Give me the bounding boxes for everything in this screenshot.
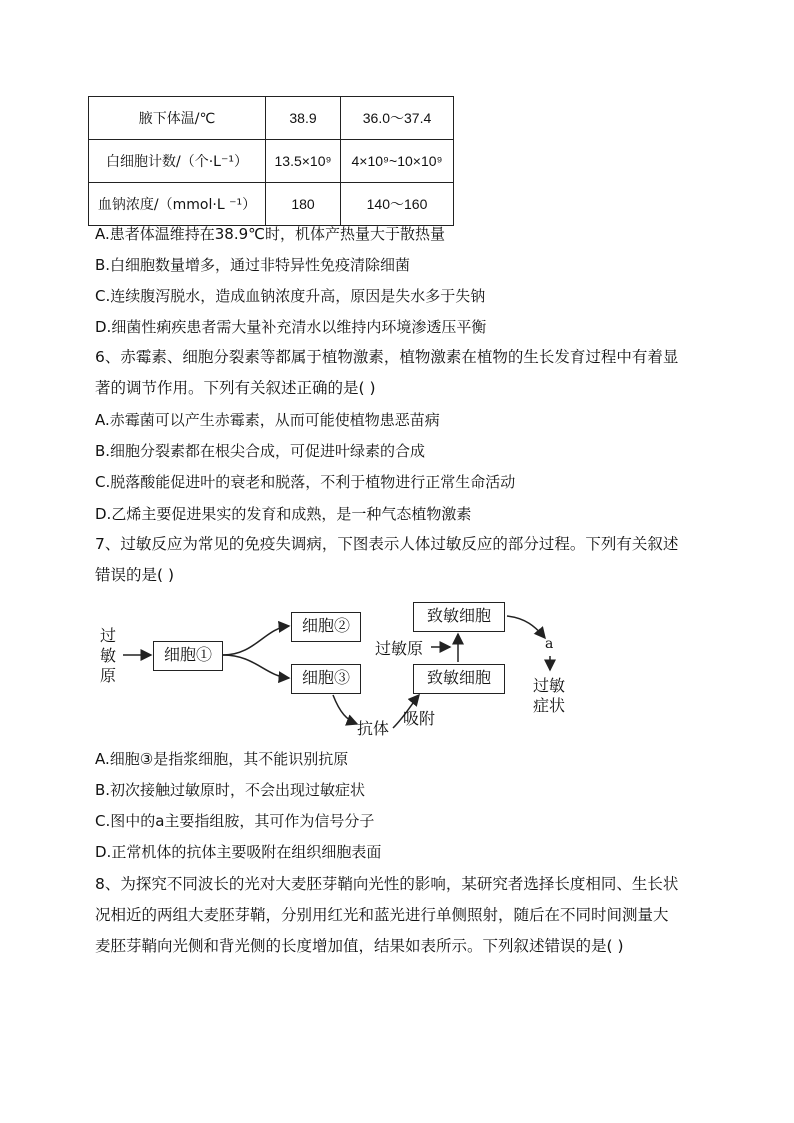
row-label: 血钠浓度/（mmol·L ⁻¹）: [89, 183, 266, 226]
allergen-label-left: 过敏原: [100, 626, 117, 685]
q8-stem-line2: 况相近的两组大麦胚芽鞘，分别用红光和蓝光进行单侧照射，随后在不同时间测量大: [95, 906, 669, 924]
row-label: 腋下体温/℃: [89, 97, 266, 140]
normal-range: 36.0～37.4: [341, 97, 454, 140]
q7-option-d: D.正常机体的抗体主要吸附在组织细胞表面: [95, 843, 382, 861]
q8-stem-line3: 麦胚芽鞘向光侧和背光侧的长度增加值，结果如表所示。下列叙述错误的是( ): [95, 937, 624, 955]
patient-value: 38.9: [266, 97, 341, 140]
cell-2-box: 细胞②: [291, 612, 361, 642]
allergy-process-diagram: [95, 598, 625, 748]
patient-value: 180: [266, 183, 341, 226]
table-row: [89, 97, 454, 140]
sensitized-cell-top-box: 致敏细胞: [413, 602, 505, 632]
table-row: [89, 183, 454, 226]
mediator-a-label: a: [545, 636, 554, 652]
cell-3-box: 细胞③: [291, 664, 361, 694]
q6-option-d: D.乙烯主要促进果实的发育和成熟，是一种气态植物激素: [95, 505, 472, 523]
normal-range: 4×10⁹~10×10⁹: [341, 140, 454, 183]
q7-stem-line2: 错误的是( ): [95, 566, 175, 584]
q5-option-b: B.白细胞数量增多，通过非特异性免疫清除细菌: [95, 256, 411, 274]
q8-stem-line1: 8、为探究不同波长的光对大麦胚芽鞘向光性的影响，某研究者选择长度相同、生长状: [95, 875, 679, 893]
lab-results-table: [88, 96, 454, 226]
sensitized-cell-bottom-box: 致敏细胞: [413, 664, 505, 694]
cell-1-box: 细胞①: [153, 641, 223, 671]
q5-option-d: D.细菌性痢疾患者需大量补充清水以维持内环境渗透压平衡: [95, 318, 487, 336]
q7-option-b: B.初次接触过敏原时，不会出现过敏症状: [95, 781, 366, 799]
allergy-symptom-label: 过敏症状: [533, 676, 566, 715]
q7-stem-line1: 7、过敏反应为常见的免疫失调病，下图表示人体过敏反应的部分过程。下列有关叙述: [95, 535, 679, 553]
adsorb-label: 吸附: [403, 709, 436, 728]
row-label: 白细胞计数/（个·L⁻¹）: [89, 140, 266, 183]
q6-option-c: C.脱落酸能促进叶的衰老和脱落，不利于植物进行正常生命活动: [95, 473, 516, 491]
q6-stem-line1: 6、赤霉素、细胞分裂素等都属于植物激素，植物激素在植物的生长发育过程中有着显: [95, 348, 679, 366]
q6-option-b: B.细胞分裂素都在根尖合成，可促进叶绿素的合成: [95, 442, 426, 460]
patient-value: 13.5×10⁹: [266, 140, 341, 183]
allergen-label-mid: 过敏原: [375, 639, 424, 658]
q5-option-c: C.连续腹泻脱水，造成血钠浓度升高，原因是失水多于失钠: [95, 287, 486, 305]
normal-range: 140～160: [341, 183, 454, 226]
q7-option-a: A.细胞③是指浆细胞，其不能识别抗原: [95, 750, 349, 768]
q6-stem-line2: 著的调节作用。下列有关叙述正确的是( ): [95, 379, 376, 397]
q6-option-a: A.赤霉菌可以产生赤霉素，从而可能使植物患恶苗病: [95, 411, 440, 429]
table-row: [89, 140, 454, 183]
q7-option-c: C.图中的a主要指组胺，其可作为信号分子: [95, 812, 375, 830]
q5-option-a: A.患者体温维持在38.9℃时，机体产热量大于散热量: [95, 225, 446, 243]
antibody-label: 抗体: [357, 719, 390, 738]
